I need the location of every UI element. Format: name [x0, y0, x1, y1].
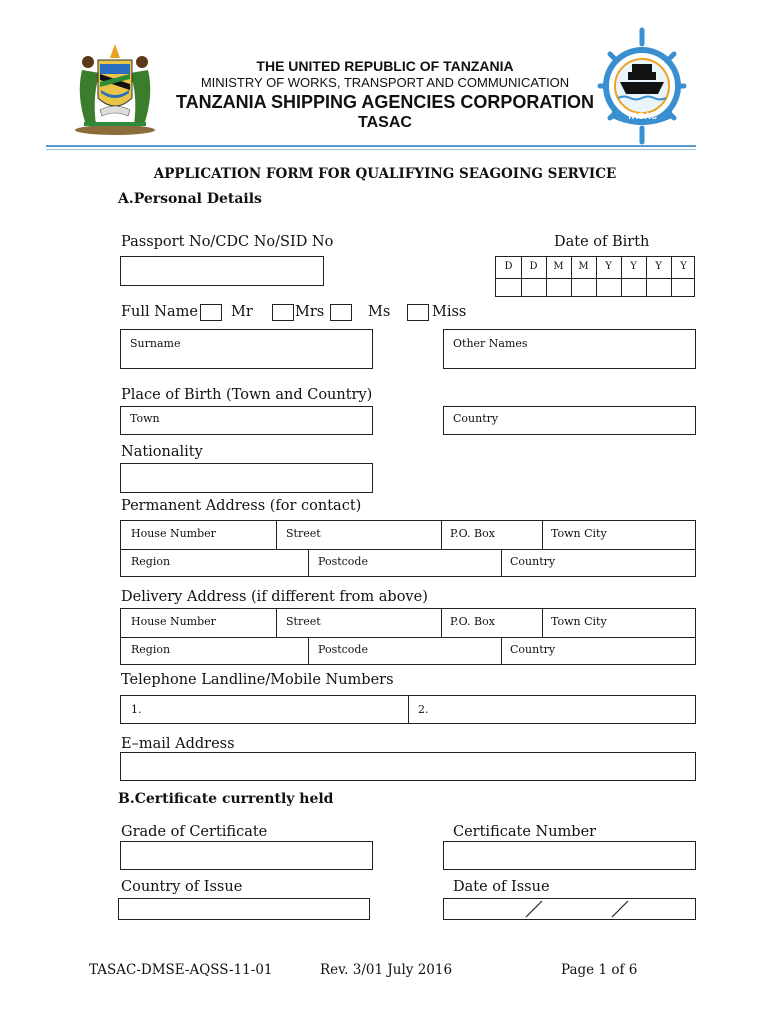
pob-town-hint: Town — [130, 412, 160, 425]
delivery-country-hint: Country — [510, 643, 556, 656]
delivery-postcode-hint: Postcode — [318, 643, 368, 656]
email-input[interactable] — [120, 752, 696, 781]
delivery-pobox-hint: P.O. Box — [450, 615, 495, 628]
header-rule — [46, 145, 696, 147]
perm-street-hint: Street — [286, 527, 321, 540]
dob-grid[interactable] — [495, 256, 695, 297]
dob-month-1: M — [553, 261, 564, 272]
passport-label: Passport No/CDC No/SID No — [121, 234, 334, 250]
delivery-house-hint: House Number — [131, 615, 216, 628]
header-rule-2 — [46, 149, 696, 150]
grade-label: Grade of Certificate — [121, 824, 268, 840]
pob-label: Place of Birth (Town and Country) — [121, 387, 373, 403]
delivery-addr-label: Delivery Address (if different from above) — [121, 589, 428, 605]
perm-addr-grid[interactable] — [120, 520, 696, 577]
doi-input[interactable] — [443, 898, 696, 920]
dob-day-2: D — [529, 261, 538, 272]
dob-label: Date of Birth — [554, 234, 650, 250]
date-separator-icon-2 — [610, 899, 630, 919]
perm-region-hint: Region — [131, 555, 171, 568]
delivery-towncity-hint: Town City — [551, 615, 607, 628]
other-names-hint: Other Names — [453, 337, 528, 350]
fullname-label: Full Name — [121, 304, 198, 320]
delivery-region-hint: Region — [131, 643, 171, 656]
footer-code: TASAC-DMSE-AQSS-11-01 — [89, 962, 273, 978]
title-ms-label: Ms — [368, 304, 391, 320]
pob-country-hint: Country — [453, 412, 499, 425]
section-b-title: B.Certificate currently held — [118, 791, 334, 807]
coi-label: Country of Issue — [121, 879, 243, 895]
date-separator-icon — [524, 899, 544, 919]
perm-towncity-hint: Town City — [551, 527, 607, 540]
delivery-street-hint: Street — [286, 615, 321, 628]
tasac-logo-text: TASAC — [626, 111, 658, 121]
dob-day-1: D — [504, 261, 513, 272]
email-label: E–mail Address — [121, 736, 235, 752]
form-title: APPLICATION FORM FOR QUALIFYING SEAGOING SERVICE — [153, 166, 617, 182]
footer-rev: Rev. 3/01 July 2016 — [320, 962, 453, 978]
dob-year-4: Y — [680, 261, 687, 272]
dob-year-3: Y — [655, 261, 662, 272]
cert-number-label: Certificate Number — [453, 824, 597, 840]
phone-2-hint: 2. — [418, 703, 429, 716]
header-country: THE UNITED REPUBLIC OF TANZANIA — [256, 58, 514, 74]
title-miss-checkbox[interactable] — [407, 304, 429, 321]
coi-input[interactable] — [118, 898, 370, 920]
dob-month-2: M — [578, 261, 589, 272]
pob-country-input[interactable] — [443, 406, 696, 435]
nationality-input[interactable] — [120, 463, 373, 493]
perm-addr-label: Permanent Address (for contact) — [121, 498, 362, 514]
delivery-addr-grid[interactable] — [120, 608, 696, 665]
phone-label: Telephone Landline/Mobile Numbers — [121, 672, 394, 688]
title-mrs-checkbox[interactable] — [272, 304, 294, 321]
pob-town-input[interactable] — [120, 406, 373, 435]
title-mr-checkbox[interactable] — [200, 304, 222, 321]
perm-house-hint: House Number — [131, 527, 216, 540]
title-ms-checkbox[interactable] — [330, 304, 352, 321]
surname-input[interactable] — [120, 329, 373, 369]
header-org: TANZANIA SHIPPING AGENCIES CORPORATION — [175, 92, 595, 112]
section-a-title: A.Personal Details — [118, 191, 262, 207]
dob-year-2: Y — [630, 261, 637, 272]
title-mrs-label: Mrs — [295, 304, 325, 320]
perm-country-hint: Country — [510, 555, 556, 568]
phone-1-hint: 1. — [131, 703, 142, 716]
passport-input[interactable] — [120, 256, 324, 286]
other-names-input[interactable] — [443, 329, 696, 369]
title-miss-label: Miss — [432, 304, 467, 320]
doi-label: Date of Issue — [453, 879, 550, 895]
surname-hint: Surname — [130, 337, 181, 350]
perm-postcode-hint: Postcode — [318, 555, 368, 568]
title-mr-label: Mr — [231, 304, 253, 320]
header-acronym: TASAC — [358, 114, 412, 131]
footer-page: Page 1 of 6 — [561, 962, 638, 978]
grade-input[interactable] — [120, 841, 373, 870]
phone-grid[interactable] — [120, 695, 696, 724]
header-ministry: MINISTRY OF WORKS, TRANSPORT AND COMMUNICATION — [200, 75, 570, 90]
nationality-label: Nationality — [121, 444, 203, 460]
cert-number-input[interactable] — [443, 841, 696, 870]
dob-year-1: Y — [605, 261, 612, 272]
perm-pobox-hint: P.O. Box — [450, 527, 495, 540]
